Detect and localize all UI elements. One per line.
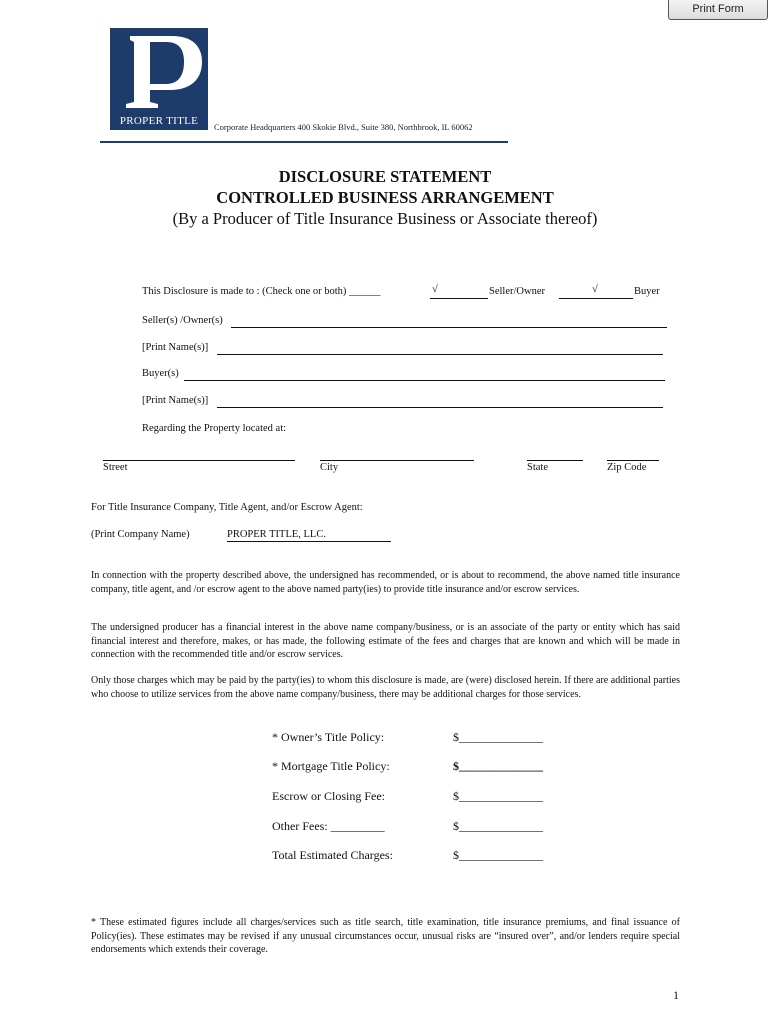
buyer-print-name-label: [Print Name(s)]: [142, 395, 209, 406]
escrow-closing-fee-label: Escrow or Closing Fee:: [272, 789, 385, 803]
headquarters-address: Corporate Headquarters 400 Skokie Blvd., Suite 380, Northbrook, IL 60062: [214, 122, 473, 132]
mortgage-title-policy-amount[interactable]: $______________: [453, 759, 543, 773]
footnote: * These estimated figures include all charges/services such as title search, title examination, title insurance premiums, and final issuance of Policy(ies). These estimates may be revised if any unusual circumstances occur, unusual risks are “insured over”, and/or lenders require special endorsements which extends their coverage.: [91, 917, 680, 956]
buyer-print-name-input[interactable]: [217, 407, 663, 408]
paragraph-financial-interest: The undersigned producer has a financial interest in the above name company/business, or is an associate of the party or entity which has said financial interest and therefore, makes, or has made, the following estimate of the fees and charges that are known and which will be made in connection with the recommended title and/or escrow services.: [91, 622, 680, 661]
seller-print-name-input[interactable]: [217, 354, 663, 355]
mortgage-title-policy-label: * Mortgage Title Policy:: [272, 759, 390, 773]
owners-title-policy-label: * Owner’s Title Policy:: [272, 730, 385, 744]
company-name-field[interactable]: PROPER TITLE, LLC.: [227, 529, 391, 542]
disclosure-intro: This Disclosure is made to : (Check one or both) ______: [142, 286, 381, 297]
print-company-name-label: (Print Company Name): [91, 529, 190, 540]
total-estimated-charges-label: Total Estimated Charges:: [272, 848, 393, 862]
other-fees-label: Other Fees: _________: [272, 819, 385, 833]
buyer-label: Buyer: [634, 286, 660, 297]
other-fees-amount[interactable]: $______________: [453, 819, 543, 833]
logo-text: PROPER TITLE: [119, 115, 199, 127]
title-line-2: CONTROLLED BUSINESS ARRANGEMENT: [216, 188, 554, 207]
street-label: Street: [103, 462, 128, 473]
city-label: City: [320, 462, 339, 473]
title-line-1: DISCLOSURE STATEMENT: [278, 167, 492, 186]
seller-owner-label: Seller/Owner: [489, 286, 545, 297]
total-estimated-charges-amount[interactable]: $______________: [453, 848, 543, 862]
buyer-checkbox[interactable]: √: [592, 284, 598, 295]
city-input[interactable]: [320, 460, 474, 461]
paragraph-charges: Only those charges which may be paid by the party(ies) to whom this disclosure is made, are (were) disclosed herein. If there are additional parties who choose to utilize services from the above name company/business, there may be additional charges for those services.: [91, 675, 680, 700]
page-number: 1: [673, 988, 679, 1002]
regarding-property-label: Regarding the Property located at:: [142, 423, 287, 434]
zip-input[interactable]: [607, 460, 659, 461]
seller-owner-checkbox[interactable]: √: [432, 284, 438, 295]
title-line-3: (By a Producer of Title Insurance Business or Associate thereof): [172, 209, 598, 228]
state-input[interactable]: [527, 460, 583, 461]
escrow-closing-fee-amount[interactable]: $______________: [453, 789, 543, 803]
header-divider: [100, 141, 508, 143]
print-form-button[interactable]: Print Form: [668, 0, 768, 20]
state-label: State: [527, 462, 548, 473]
company-intro: For Title Insurance Company, Title Agent, and/or Escrow Agent:: [91, 502, 363, 513]
owners-title-policy-amount[interactable]: $______________: [453, 730, 543, 744]
seller-owner-field-label: Seller(s) /Owner(s): [142, 315, 223, 326]
proper-title-logo: [110, 28, 208, 130]
zip-code-label: Zip Code: [607, 462, 647, 473]
buyer-field-label: Buyer(s): [142, 368, 179, 379]
paragraph-recommendation: In connection with the property described above, the undersigned has recommended, or is about to recommend, the above named title insurance company, title agent, and /or escrow agent to the above named party(ies) to provide title insurance and/or escrow services.: [91, 570, 680, 595]
buyer-input[interactable]: [184, 380, 665, 381]
street-input[interactable]: [103, 460, 295, 461]
seller-owner-input[interactable]: [231, 327, 667, 328]
seller-print-name-label: [Print Name(s)]: [142, 342, 209, 353]
